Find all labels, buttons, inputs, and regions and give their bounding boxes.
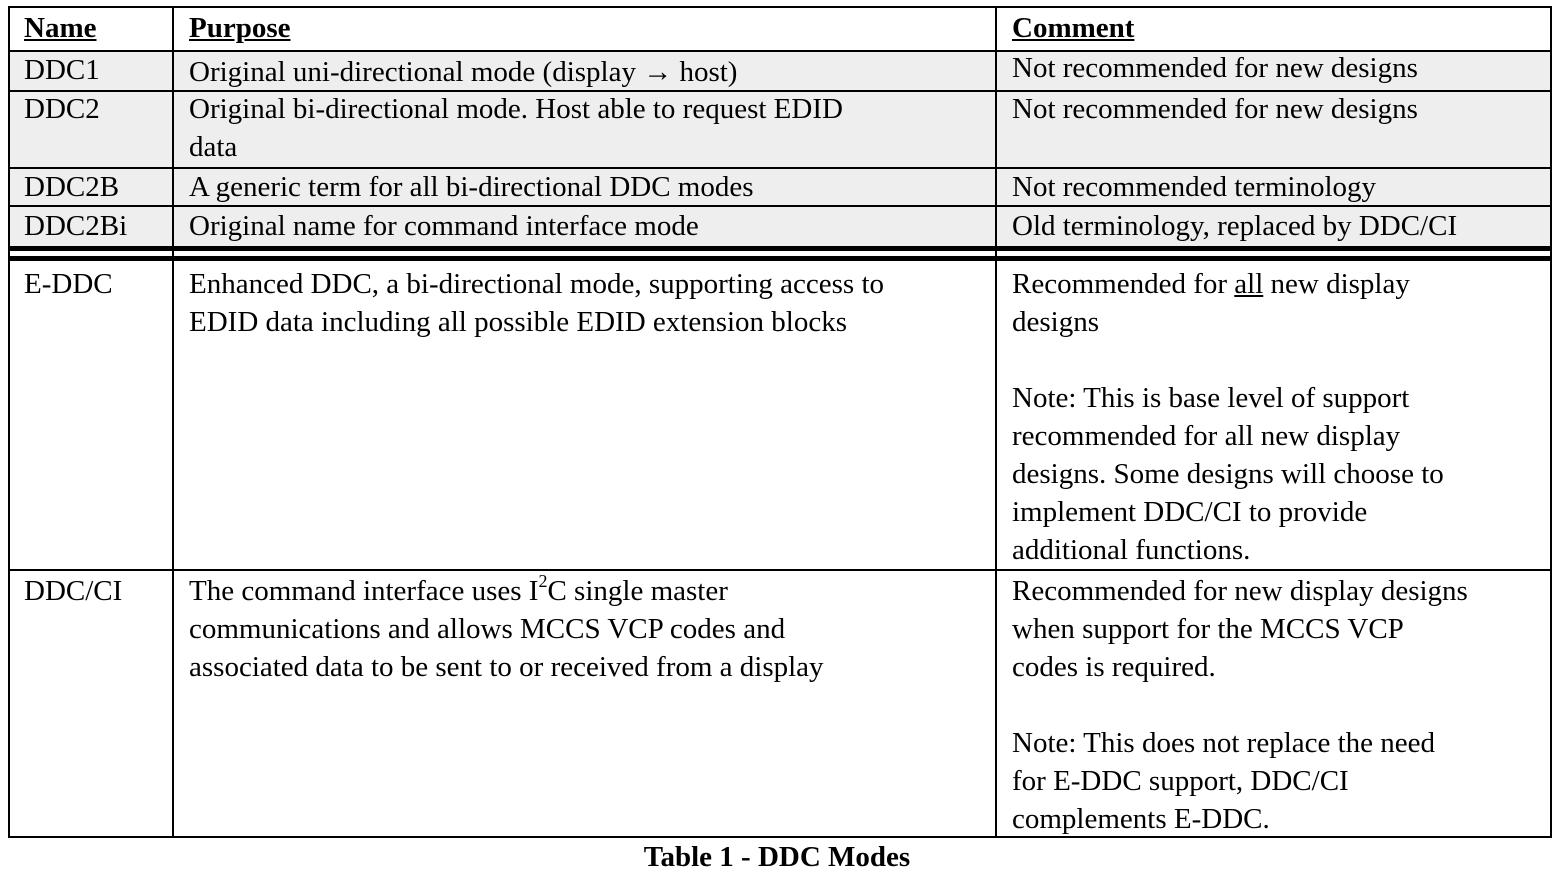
cell-name-ddc2b: DDC2B [24,171,120,203]
comment-line: Recommended for new display designs [1012,575,1468,607]
purpose-line [189,572,824,610]
comment-line: designs [1012,306,1099,338]
cell-comment-eddc [996,265,1444,569]
cell-comment-ddc2bi: Old terminology, replaced by DDC/CI [1012,210,1458,242]
comment-text: Recommended for [1012,268,1235,300]
comment-text: new display [1263,268,1410,300]
purpose-line: data [189,131,238,163]
cell-comment-ddcci [996,572,1468,838]
double-rule-upper [8,246,1552,251]
purpose-text: C single master [547,575,728,607]
note-line: designs. Some designs will choose to [1012,458,1444,490]
comment-line [1012,265,1444,303]
rule-right [1550,6,1552,838]
cell-name-ddc2: DDC2 [24,93,100,125]
rule-left [8,6,10,838]
cell-purpose-ddc2b: A generic term for all bi-directional DDC modes [189,171,754,203]
purpose-line: EDID data including all possible EDID extension blocks [189,306,848,338]
cell-comment-ddc2: Not recommended for new designs [1012,93,1418,125]
emphasis-all: all [1234,268,1264,300]
rule-header [8,50,1552,52]
table-caption: Table 1 - DDC Modes [643,841,911,873]
spacer [1012,341,1444,379]
rule-top [8,6,1552,8]
comment-line: when support for the MCCS VCP [1012,613,1404,645]
superscript: 2 [538,571,548,592]
note-line: Note: This is base level of support [1012,382,1410,414]
note-line: implement DDC/CI to provide [1012,496,1368,528]
cell-name-ddcci: DDC/CI [24,575,123,607]
cell-purpose-ddcci [173,572,824,686]
double-rule-lower [8,256,1552,261]
ddc-modes-table [8,6,1552,838]
rule-row [8,569,1552,571]
cell-comment-ddc2b: Not recommended terminology [1012,171,1377,203]
cell-purpose-ddc1: Original uni-directional mode (display → host) [189,56,738,88]
header-comment: Comment [1012,12,1135,44]
cell-name-ddc2bi: DDC2Bi [24,210,128,242]
comment-line: codes is required. [1012,651,1216,683]
purpose-line: communications and allows MCCS VCP codes and [189,613,786,645]
purpose-line: Original bi-directional mode. Host able to request EDID [189,93,843,125]
purpose-line: associated data to be sent to or received from a display [189,651,824,683]
purpose-text: The command interface uses I [189,575,539,607]
note-line: Note: This does not replace the need [1012,727,1436,759]
rule-row [8,90,1552,92]
rule-col [995,6,997,838]
note-line: for E-DDC support, DDC/CI [1012,765,1349,797]
cell-purpose-ddc2bi: Original name for command interface mode [189,210,699,242]
cell-comment-ddc1: Not recommended for new designs [1012,52,1418,84]
cell-purpose-ddc2 [173,90,843,166]
cell-name-ddc1: DDC1 [24,54,100,86]
spacer [1012,686,1468,724]
cell-purpose-eddc [173,265,884,341]
header-name: Name [24,12,97,44]
note-line: additional functions. [1012,534,1251,566]
cell-name-eddc: E-DDC [24,268,113,300]
header-purpose: Purpose [189,12,291,44]
rule-row [8,205,1552,207]
purpose-line: Enhanced DDC, a bi-directional mode, supporting access to [189,268,884,300]
note-line: recommended for all new display [1012,420,1401,452]
rule-row [8,167,1552,169]
note-line: complements E-DDC. [1012,803,1270,835]
rule-col [172,6,174,838]
